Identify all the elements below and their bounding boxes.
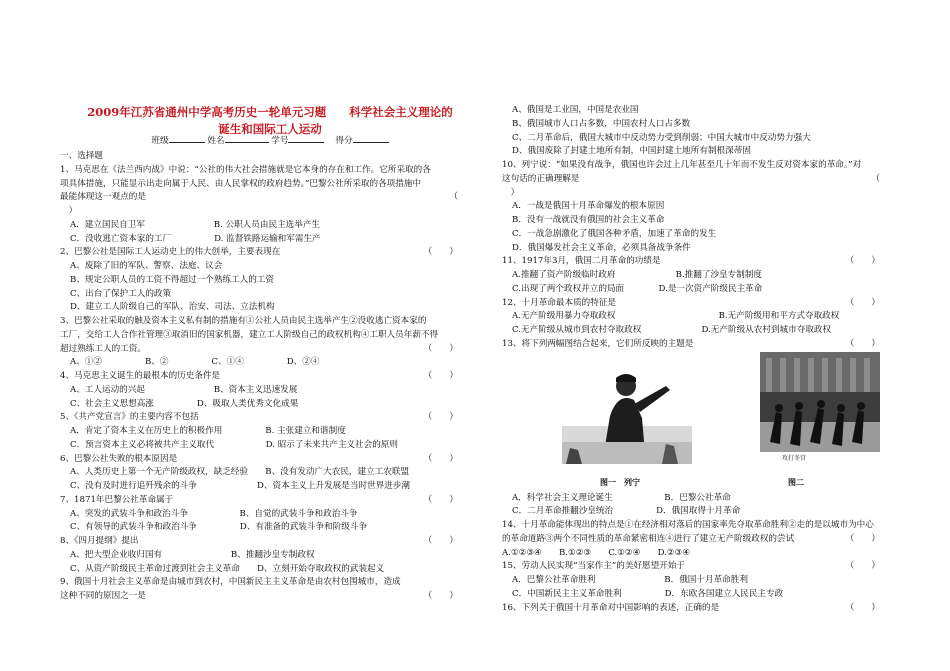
section-heading: 一、选择题: [60, 151, 103, 161]
question-text: A．巴黎公社革命胜利 B．俄国十月革命胜利: [512, 575, 748, 585]
question-text: A、俄国是工业国，中国是农业国: [512, 105, 639, 115]
question-line: [60, 164, 480, 178]
question-text: 这句话的正确理解是: [502, 173, 580, 184]
question-line: [502, 104, 902, 118]
question-text: A、①② B、② C、①④ D、②④: [70, 357, 320, 368]
answer-bracket: （ ）: [845, 256, 880, 267]
question-line: [502, 602, 902, 616]
question-text: D、建立工人阶级自己的军队、治安、司法、立法机构: [70, 302, 275, 313]
document-title: [60, 104, 480, 137]
question-line: [60, 233, 480, 247]
question-text: 16、下列关于俄国十月革命对中国影响的表述，正确的是: [502, 602, 720, 613]
question-text: 4、马克思主义诞生的最根本的历史条件是: [60, 371, 221, 381]
answer-bracket: （ ）: [423, 591, 458, 601]
score-blank: [353, 134, 389, 143]
answer-bracket: （ ）: [423, 494, 458, 505]
question-line: [60, 521, 480, 535]
answer-bracket: （ ）: [845, 602, 880, 613]
left-questions: [60, 164, 480, 604]
student-info-line: [60, 134, 480, 146]
class-blank: [169, 134, 205, 143]
answer-bracket: （ ）: [423, 412, 458, 423]
question-line: [502, 519, 902, 533]
question-line: [60, 563, 480, 577]
answer-bracket: （ ）: [423, 247, 458, 258]
winter-palace-photo: [760, 352, 880, 452]
question-line: [502, 505, 902, 519]
score-label: 得分: [335, 136, 353, 146]
answer-bracket: （: [871, 173, 880, 184]
question-line: [60, 576, 480, 590]
question-line: [60, 260, 480, 274]
question-line: [60, 219, 480, 233]
question-text: C、没有及时进行追歼残余的斗争 D、资本主义上升发展是当时世界进步潮: [70, 481, 411, 491]
question-text: C．二月革命推翻沙皇统治 D．俄国取得十月革命: [512, 506, 741, 517]
fig2-caption: 攻打冬宫: [782, 454, 807, 462]
question-line: [60, 329, 480, 343]
question-line: [502, 214, 902, 228]
question-line: [60, 274, 480, 288]
question-text: 12、十月革命最本质的特征是: [502, 297, 617, 308]
number-label: 学号: [271, 136, 289, 146]
question-text: C、二月革命后，俄国大城市中反动势力受到削弱；中国大城市中反动势力强大: [512, 132, 811, 143]
question-text: A、工人运动的兴起 B、资本主义迅速发展: [70, 384, 298, 395]
question-line: [502, 574, 902, 588]
question-text: D、俄国废除了封建土地所有制，中国封建土地所有制根深蒂固: [512, 146, 751, 157]
question-line: [502, 492, 902, 506]
question-text: 14、十月革命能体现出的特点是①在经济相对落后的国家率先夺取革命胜利②走的是以城市为中心: [502, 520, 874, 530]
question-text: 这种不同的原因之一是: [60, 591, 146, 601]
question-line: [502, 242, 902, 256]
question-text: A、废除了旧的军队、警察、法庭、议会: [70, 261, 223, 271]
title-line-1: 2009年江苏省通州中学高考历史一轮单元习题 科学社会主义理论的: [87, 105, 453, 119]
question-line: [502, 283, 902, 297]
question-line: [60, 191, 480, 205]
question-line: [60, 315, 480, 329]
question-line: [502, 297, 902, 311]
answer-bracket: （ ）: [423, 536, 458, 546]
name-label: 姓名: [207, 136, 225, 146]
answer-bracket: （ ）: [845, 561, 880, 572]
question-text: C．没收逃亡资本家的工厂 D. 监督铁路运输和军需生产: [70, 233, 321, 244]
question-line: [60, 494, 480, 508]
question-text: 7、1871年巴黎公社革命属于: [60, 494, 174, 505]
question-line: [60, 370, 480, 384]
question-text: 工厂，交给工人合作社管理③取消旧的国家机器，建立工人阶级自己的政权机构④工职人员年薪不得: [60, 329, 439, 340]
figures-area: [502, 352, 902, 492]
question-line: [60, 508, 480, 522]
question-line: [502, 187, 902, 201]
question-line: [60, 301, 480, 315]
question-text: 最能体现这一观点的是: [60, 192, 146, 203]
answer-bracket: （ ）: [423, 343, 458, 354]
question-text: A．一战是俄国十月革命爆发的根本原因: [512, 201, 665, 212]
question-text: 11、1917年3月，俄国二月革命的功绩是: [502, 256, 661, 267]
question-text: C.无产阶级从城市到农村夺取政权 D.无产阶级从农村到城市夺取政权: [512, 325, 832, 335]
fig1-label: 图一 列宁: [600, 476, 640, 487]
left-column: [60, 150, 480, 604]
question-line: [60, 356, 480, 370]
question-line: [502, 560, 902, 574]
question-line: [60, 439, 480, 453]
answer-bracket: （ ）: [423, 453, 458, 464]
title-line-2: 诞生和国际工人运动: [218, 121, 322, 136]
question-text: A、把大型企业收归国有 B、推翻沙皇专制政权: [70, 549, 315, 560]
question-text: C．一战急剧激化了俄国各种矛盾，加速了革命的发生: [512, 228, 717, 239]
question-line: [502, 588, 902, 602]
question-line: [502, 159, 902, 173]
question-text: B．没有一战就没有俄国的社会主义革命: [512, 215, 665, 225]
question-text: 5、《共产党宣言》的主要内容不包括: [60, 412, 199, 423]
question-text: C.出现了两个政权并立的局面 D.是一次资产阶级民主革命: [512, 283, 763, 294]
question-line: [502, 533, 902, 547]
question-line: [60, 425, 480, 439]
question-text: 6、巴黎公社失败的根本原因是: [60, 453, 178, 464]
lenin-photo: [562, 356, 692, 464]
question-text: ）: [502, 187, 520, 198]
question-line: [502, 118, 902, 132]
question-line: [60, 466, 480, 480]
fig2-label: 图二: [788, 476, 804, 487]
question-line: [60, 205, 480, 219]
question-line: [60, 453, 480, 467]
question-text: A、突发的武装斗争和政治斗争 B、自觉的武装斗争和政治斗争: [70, 508, 358, 519]
question-line: [60, 398, 480, 412]
question-text: C．预言资本主义必将被共产主义取代 D. 昭示了未来共产主义社会的原则: [70, 439, 398, 450]
question-line: [60, 384, 480, 398]
question-line: [60, 411, 480, 425]
question-line: [60, 480, 480, 494]
question-line: [60, 178, 480, 192]
question-text: D．俄国爆发社会主义革命，必须具备战争条件: [512, 242, 691, 253]
question-text: ）: [60, 206, 78, 216]
question-line: [502, 173, 902, 187]
class-label: 班级: [151, 136, 169, 146]
question-line: [60, 246, 480, 260]
question-text: A.①②③④ B.①②③ C.①②④ D.②③④: [502, 547, 691, 558]
right-questions-bottom: [502, 492, 902, 616]
question-text: A.推翻了资产阶级临时政府 B.推翻了沙皇专制制度: [512, 270, 763, 280]
question-text: 项具体措施，只能显示出走向属于人民、由人民掌权的政府趋势。”巴黎公社所采取的各项措施中: [60, 178, 422, 189]
question-text: A.无产阶级用暴力夺取政权 B.无产阶级用和平方式夺取政权: [512, 311, 840, 322]
answer-bracket: （ ）: [845, 533, 880, 544]
question-line: [502, 338, 902, 352]
question-line: [502, 547, 902, 561]
question-text: 9、俄国十月社会主义革命是由城市到农村，中国新民主主义革命是由农村包围城市，造成: [60, 577, 401, 588]
question-line: [502, 310, 902, 324]
question-text: C、社会主义思想高涨 D、吸取人类优秀文化成果: [70, 398, 299, 409]
question-text: B、规定公职人员的工资不得超过一个熟练工人的工资: [70, 274, 274, 285]
question-text: C、从资产阶级民主革命过渡到社会主义革命 D、立刻开始夺取政权的武装起义: [70, 563, 385, 574]
question-text: 超过熟练工人的工资。: [60, 343, 146, 354]
question-text: 3、巴黎公社采取的触及资本主义私有制的措施有①公社人员由民主选举产生②没收逃亡资本家的: [60, 316, 427, 326]
question-line: [60, 288, 480, 302]
question-text: C．中国新民主主义革命胜利 D．东欧各国建立人民民主专政: [512, 588, 784, 599]
question-text: A．肯定了资本主义在历史上的积极作用 B. 主张建立和谐制度: [70, 426, 346, 436]
question-line: [502, 145, 902, 159]
right-questions-top: [502, 104, 902, 352]
question-text: 8、《四月提纲》提出: [60, 536, 139, 546]
answer-bracket: （ ）: [845, 338, 880, 349]
number-blank: [288, 134, 324, 143]
question-text: 1、马克思在《法兰西内战》中说：“公社的伟大社会措施就是它本身的存在和工作。它所采取的各: [60, 164, 431, 175]
question-line: [60, 590, 480, 604]
question-text: 2、巴黎公社是国际工人运动史上的伟大创举，主要表现在: [60, 247, 281, 258]
question-line: [60, 343, 480, 357]
question-line: [60, 535, 480, 549]
question-text: C、有领导的武装斗争和政治斗争 D、有准备的武装斗争和阶级斗争: [70, 522, 368, 533]
question-text: 10、列宁说：“如果没有战争，俄国也许会过上几年甚至几十年而不发生反对资本家的革命。”对: [502, 160, 862, 170]
question-text: C、出台了保护工人的政策: [70, 288, 172, 299]
question-line: [502, 269, 902, 283]
question-text: A．建立国民自卫军 B. 公职人员由民主选举产生: [70, 219, 321, 230]
question-text: 13、将下列两幅图结合起来，它们所反映的主题是: [502, 338, 694, 349]
answer-bracket: （ ）: [423, 371, 458, 381]
right-column: [502, 104, 902, 615]
question-line: [502, 228, 902, 242]
question-line: [502, 255, 902, 269]
question-text: 15、劳动人民实现“当家作主”的美好愿望开始于: [502, 561, 686, 572]
question-text: B、俄国城市人口占多数，中国农村人口占多数: [512, 118, 691, 129]
question-line: [502, 200, 902, 214]
name-blank: [225, 134, 269, 143]
question-text: A、人类历史上第一个无产阶级政权，缺乏经验 B、没有发动广大农民，建立工农联盟: [70, 467, 410, 478]
question-line: [502, 324, 902, 338]
question-text: 的革命道路③两个不同性质的革命紧密相连④进行了建立无产阶级政权的尝试: [502, 533, 795, 544]
question-text: A．科学社会主义理论诞生 B．巴黎公社革命: [512, 492, 731, 503]
question-line: [502, 132, 902, 146]
question-line: [60, 549, 480, 563]
answer-bracket: （ ）: [845, 297, 880, 308]
answer-bracket: （: [449, 192, 458, 203]
